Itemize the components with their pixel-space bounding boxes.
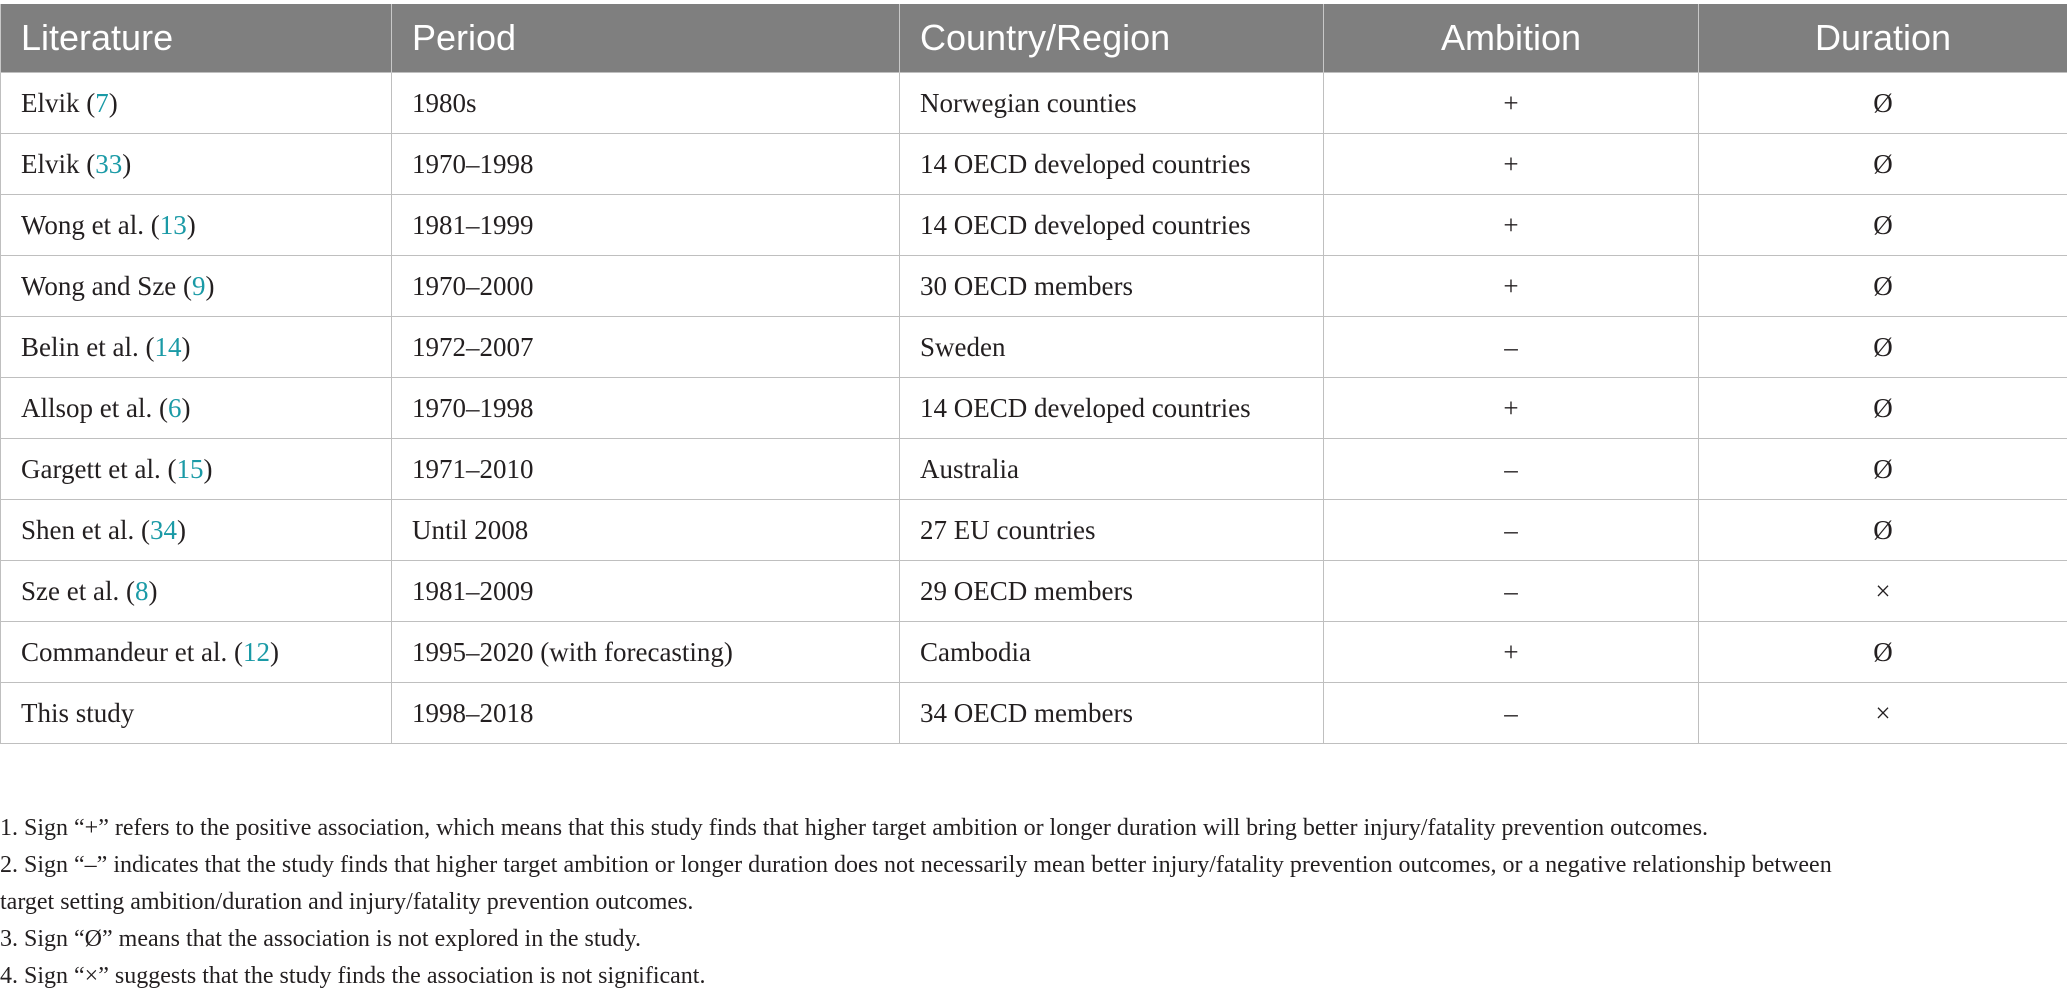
author-close: ) [181, 392, 191, 423]
author-text: Wong et al. ( [21, 209, 160, 240]
footnote-2: 2. Sign “–” indicates that the study finds that higher target ambition or longer duration does not necessarily mean better injury/fatality prevention outcomes, or a negative relationship between [0, 852, 1832, 878]
reference-link[interactable]: 6 [167, 392, 182, 423]
table-row [1, 73, 2067, 134]
duration-cell: Ø [1699, 439, 2067, 500]
author-close: ) [181, 331, 191, 362]
region-cell: 14 OECD developed countries [900, 378, 1324, 439]
duration-cell: Ø [1699, 73, 2067, 134]
author-close: ) [176, 514, 186, 545]
duration-cell: × [1699, 683, 2067, 744]
period-cell: 1970–1998 [392, 378, 900, 439]
table-row [1, 134, 2067, 195]
literature-cell [1, 561, 392, 622]
author-text: Sze et al. ( [21, 575, 135, 606]
author-text: Elvik ( [21, 148, 96, 179]
author-text: Gargett et al. ( [21, 453, 177, 484]
author-text: Allsop et al. ( [21, 392, 168, 423]
table-row [1, 317, 2067, 378]
table-footnotes [0, 810, 2067, 995]
author-text: Elvik ( [21, 87, 96, 118]
table-header-row [1, 4, 2067, 73]
period-cell: 1971–2010 [392, 439, 900, 500]
ambition-cell: – [1324, 500, 1699, 561]
reference-link[interactable]: 12 [242, 636, 270, 667]
literature-cell [1, 73, 392, 134]
period-cell: 1995–2020 (with forecasting) [392, 622, 900, 683]
author-close: ) [148, 575, 158, 606]
table-row [1, 439, 2067, 500]
region-cell: Norwegian counties [900, 73, 1324, 134]
literature-cell [1, 317, 392, 378]
period-cell: 1981–2009 [392, 561, 900, 622]
region-cell: 14 OECD developed countries [900, 195, 1324, 256]
table-row [1, 683, 2067, 744]
author-text: Wong and Sze ( [21, 270, 193, 301]
literature-table [0, 4, 2067, 744]
table-row [1, 195, 2067, 256]
table-row [1, 561, 2067, 622]
author-close: ) [186, 209, 196, 240]
duration-cell: Ø [1699, 378, 2067, 439]
literature-cell [1, 500, 392, 561]
ambition-cell: + [1324, 256, 1699, 317]
duration-cell: Ø [1699, 622, 2067, 683]
literature-cell [1, 378, 392, 439]
ambition-cell: + [1324, 73, 1699, 134]
author-close: ) [122, 148, 132, 179]
duration-cell: Ø [1699, 500, 2067, 561]
reference-link[interactable]: 33 [95, 148, 123, 179]
reference-link[interactable]: 34 [149, 514, 177, 545]
header-literature: Literature [1, 4, 392, 73]
reference-link[interactable]: 14 [154, 331, 182, 362]
literature-cell [1, 134, 392, 195]
ambition-cell: + [1324, 134, 1699, 195]
ambition-cell: – [1324, 561, 1699, 622]
footnote-4: 4. Sign “×” suggests that the study finds the association is not significant. [0, 963, 706, 989]
literature-cell [1, 622, 392, 683]
footnote-2-continued: target setting ambition/duration and injury/fatality prevention outcomes. [0, 889, 694, 915]
region-cell: Australia [900, 439, 1324, 500]
region-cell: Cambodia [900, 622, 1324, 683]
header-ambition: Ambition [1324, 4, 1699, 73]
header-country-region: Country/Region [900, 4, 1324, 73]
period-cell: 1980s [392, 73, 900, 134]
period-cell: 1970–1998 [392, 134, 900, 195]
period-cell: 1998–2018 [392, 683, 900, 744]
region-cell: 14 OECD developed countries [900, 134, 1324, 195]
ambition-cell: – [1324, 439, 1699, 500]
duration-cell: Ø [1699, 256, 2067, 317]
duration-cell: Ø [1699, 195, 2067, 256]
ambition-cell: + [1324, 622, 1699, 683]
region-cell: Sweden [900, 317, 1324, 378]
literature-cell [1, 195, 392, 256]
author-text: Shen et al. ( [21, 514, 150, 545]
reference-link[interactable]: 9 [192, 270, 206, 301]
author-close: ) [108, 87, 118, 118]
period-cell: 1972–2007 [392, 317, 900, 378]
ambition-cell: + [1324, 195, 1699, 256]
header-period: Period [392, 4, 900, 73]
ambition-cell: – [1324, 683, 1699, 744]
table-row [1, 622, 2067, 683]
region-cell: 30 OECD members [900, 256, 1324, 317]
author-close: ) [269, 636, 279, 667]
region-cell: 27 EU countries [900, 500, 1324, 561]
region-cell: 29 OECD members [900, 561, 1324, 622]
footnote-1: 1. Sign “+” refers to the positive association, which means that this study finds that higher target ambition or longer duration will bring better injury/fatality prevention outcomes. [0, 815, 1709, 841]
literature-cell [1, 683, 392, 744]
region-cell: 34 OECD members [900, 683, 1324, 744]
table-row [1, 378, 2067, 439]
table-row [1, 500, 2067, 561]
reference-link[interactable]: 13 [159, 209, 187, 240]
author-close: ) [205, 270, 215, 301]
table-row [1, 256, 2067, 317]
author-text: Commandeur et al. ( [21, 636, 243, 667]
ambition-cell: – [1324, 317, 1699, 378]
duration-cell: × [1699, 561, 2067, 622]
author-text: Belin et al. ( [21, 331, 155, 362]
reference-link[interactable]: 15 [176, 453, 204, 484]
duration-cell: Ø [1699, 134, 2067, 195]
ambition-cell: + [1324, 378, 1699, 439]
period-cell: 1970–2000 [392, 256, 900, 317]
header-duration: Duration [1699, 4, 2067, 73]
literature-cell [1, 256, 392, 317]
reference-link[interactable]: 7 [95, 87, 109, 118]
period-cell: Until 2008 [392, 500, 900, 561]
literature-cell [1, 439, 392, 500]
duration-cell: Ø [1699, 317, 2067, 378]
period-cell: 1981–1999 [392, 195, 900, 256]
reference-link[interactable]: 8 [134, 575, 149, 606]
footnote-3: 3. Sign “Ø” means that the association is not explored in the study. [0, 926, 641, 952]
author-close: ) [203, 453, 213, 484]
author-text: This study [21, 697, 135, 728]
